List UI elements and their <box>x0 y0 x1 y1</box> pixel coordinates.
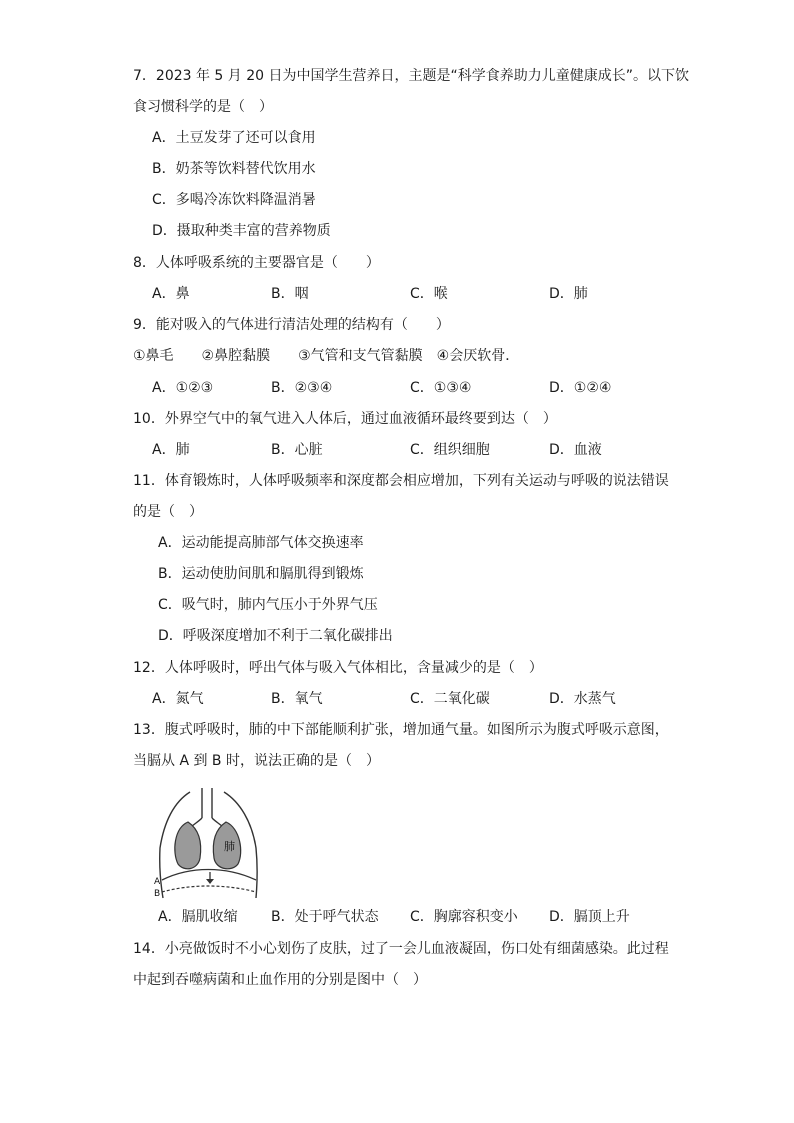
label-a: A <box>154 877 161 887</box>
question-13-option-d: D．膈顶上升 <box>549 909 630 925</box>
question-11-option-a: A．运动能提高肺部气体交换速率 <box>158 535 364 551</box>
question-12-option-a: A．氮气 <box>152 691 204 707</box>
question-9-option-b: B．②③④ <box>271 380 333 396</box>
question-8-stem: 8．人体呼吸系统的主要器官是（ ） <box>133 255 380 271</box>
question-9-option-d: D．①②④ <box>549 380 612 396</box>
question-12-option-d: D．水蒸气 <box>549 691 616 707</box>
question-8-option-d: D．肺 <box>549 286 588 302</box>
question-7-stem-cont: 食习惯科学的是（ ） <box>133 99 273 115</box>
question-7-option-d: D．摄取种类丰富的营养物质 <box>152 223 331 239</box>
question-11-option-c: C．吸气时，肺内气压小于外界气压 <box>158 597 378 613</box>
question-8-option-b: B．咽 <box>271 286 309 302</box>
question-10-option-c: C．组织细胞 <box>410 442 490 458</box>
question-13-option-a: A．膈肌收缩 <box>158 909 238 925</box>
question-11-option-b: B．运动使肋间肌和膈肌得到锻炼 <box>158 566 364 582</box>
question-9-option-a: A．①②③ <box>152 380 214 396</box>
question-11-stem: 11．体育锻炼时，人体呼吸频率和深度都会相应增加，下列有关运动与呼吸的说法错误 <box>133 473 669 489</box>
question-11-stem-cont: 的是（ ） <box>133 504 203 520</box>
question-9-option-c: C．①③④ <box>410 380 472 396</box>
question-12-option-b: B．氧气 <box>271 691 323 707</box>
question-10-stem: 10．外界空气中的氧气进入人体后，通过血液循环最终要到达（ ） <box>133 411 557 427</box>
question-7-option-a: A．土豆发芽了还可以食用 <box>152 130 316 146</box>
question-7-option-c: C．多喝冷冻饮料降温消暑 <box>152 192 316 208</box>
question-13-stem-cont: 当膈从 A 到 B 时，说法正确的是（ ） <box>133 753 380 769</box>
question-13-option-b: B．处于呼气状态 <box>271 909 379 925</box>
label-b: B <box>154 889 161 899</box>
question-7-stem: 7．2023 年 5 月 20 日为中国学生营养日，主题是“科学食养助力儿童健康成长”。以下饮 <box>133 68 690 84</box>
question-9-stem: 9．能对吸入的气体进行清洁处理的结构有（ ） <box>133 317 450 333</box>
question-9-items: ①鼻毛 ②鼻腔黏膜 ③气管和支气管黏膜 ④会厌软骨． <box>133 348 520 364</box>
abdominal-breathing-diagram <box>154 788 280 900</box>
question-8-option-c: C．喉 <box>410 286 448 302</box>
question-8-option-a: A．鼻 <box>152 286 190 302</box>
question-12-stem: 12．人体呼吸时，呼出气体与吸入气体相比，含量减少的是（ ） <box>133 660 543 676</box>
question-13-stem: 13．腹式呼吸时，肺的中下部能顺利扩张，增加通气量。如图所示为腹式呼吸示意图， <box>133 722 669 738</box>
question-14-stem-cont: 中起到吞噬病菌和止血作用的分别是图中（ ） <box>133 972 427 988</box>
question-11-option-d: D．呼吸深度增加不利于二氧化碳排出 <box>158 628 393 644</box>
question-13-option-c: C．胸廓容积变小 <box>410 909 518 925</box>
question-10-option-b: B．心脏 <box>271 442 323 458</box>
question-14-stem: 14．小亮做饭时不小心划伤了皮肤，过了一会儿血液凝固，伤口处有细菌感染。此过程 <box>133 941 669 957</box>
question-7-option-b: B．奶茶等饮料替代饮用水 <box>152 161 316 177</box>
question-12-option-c: C．二氧化碳 <box>410 691 490 707</box>
question-10-option-a: A．肺 <box>152 442 190 458</box>
question-10-option-d: D．血液 <box>549 442 602 458</box>
lung-label: 肺 <box>224 840 235 853</box>
